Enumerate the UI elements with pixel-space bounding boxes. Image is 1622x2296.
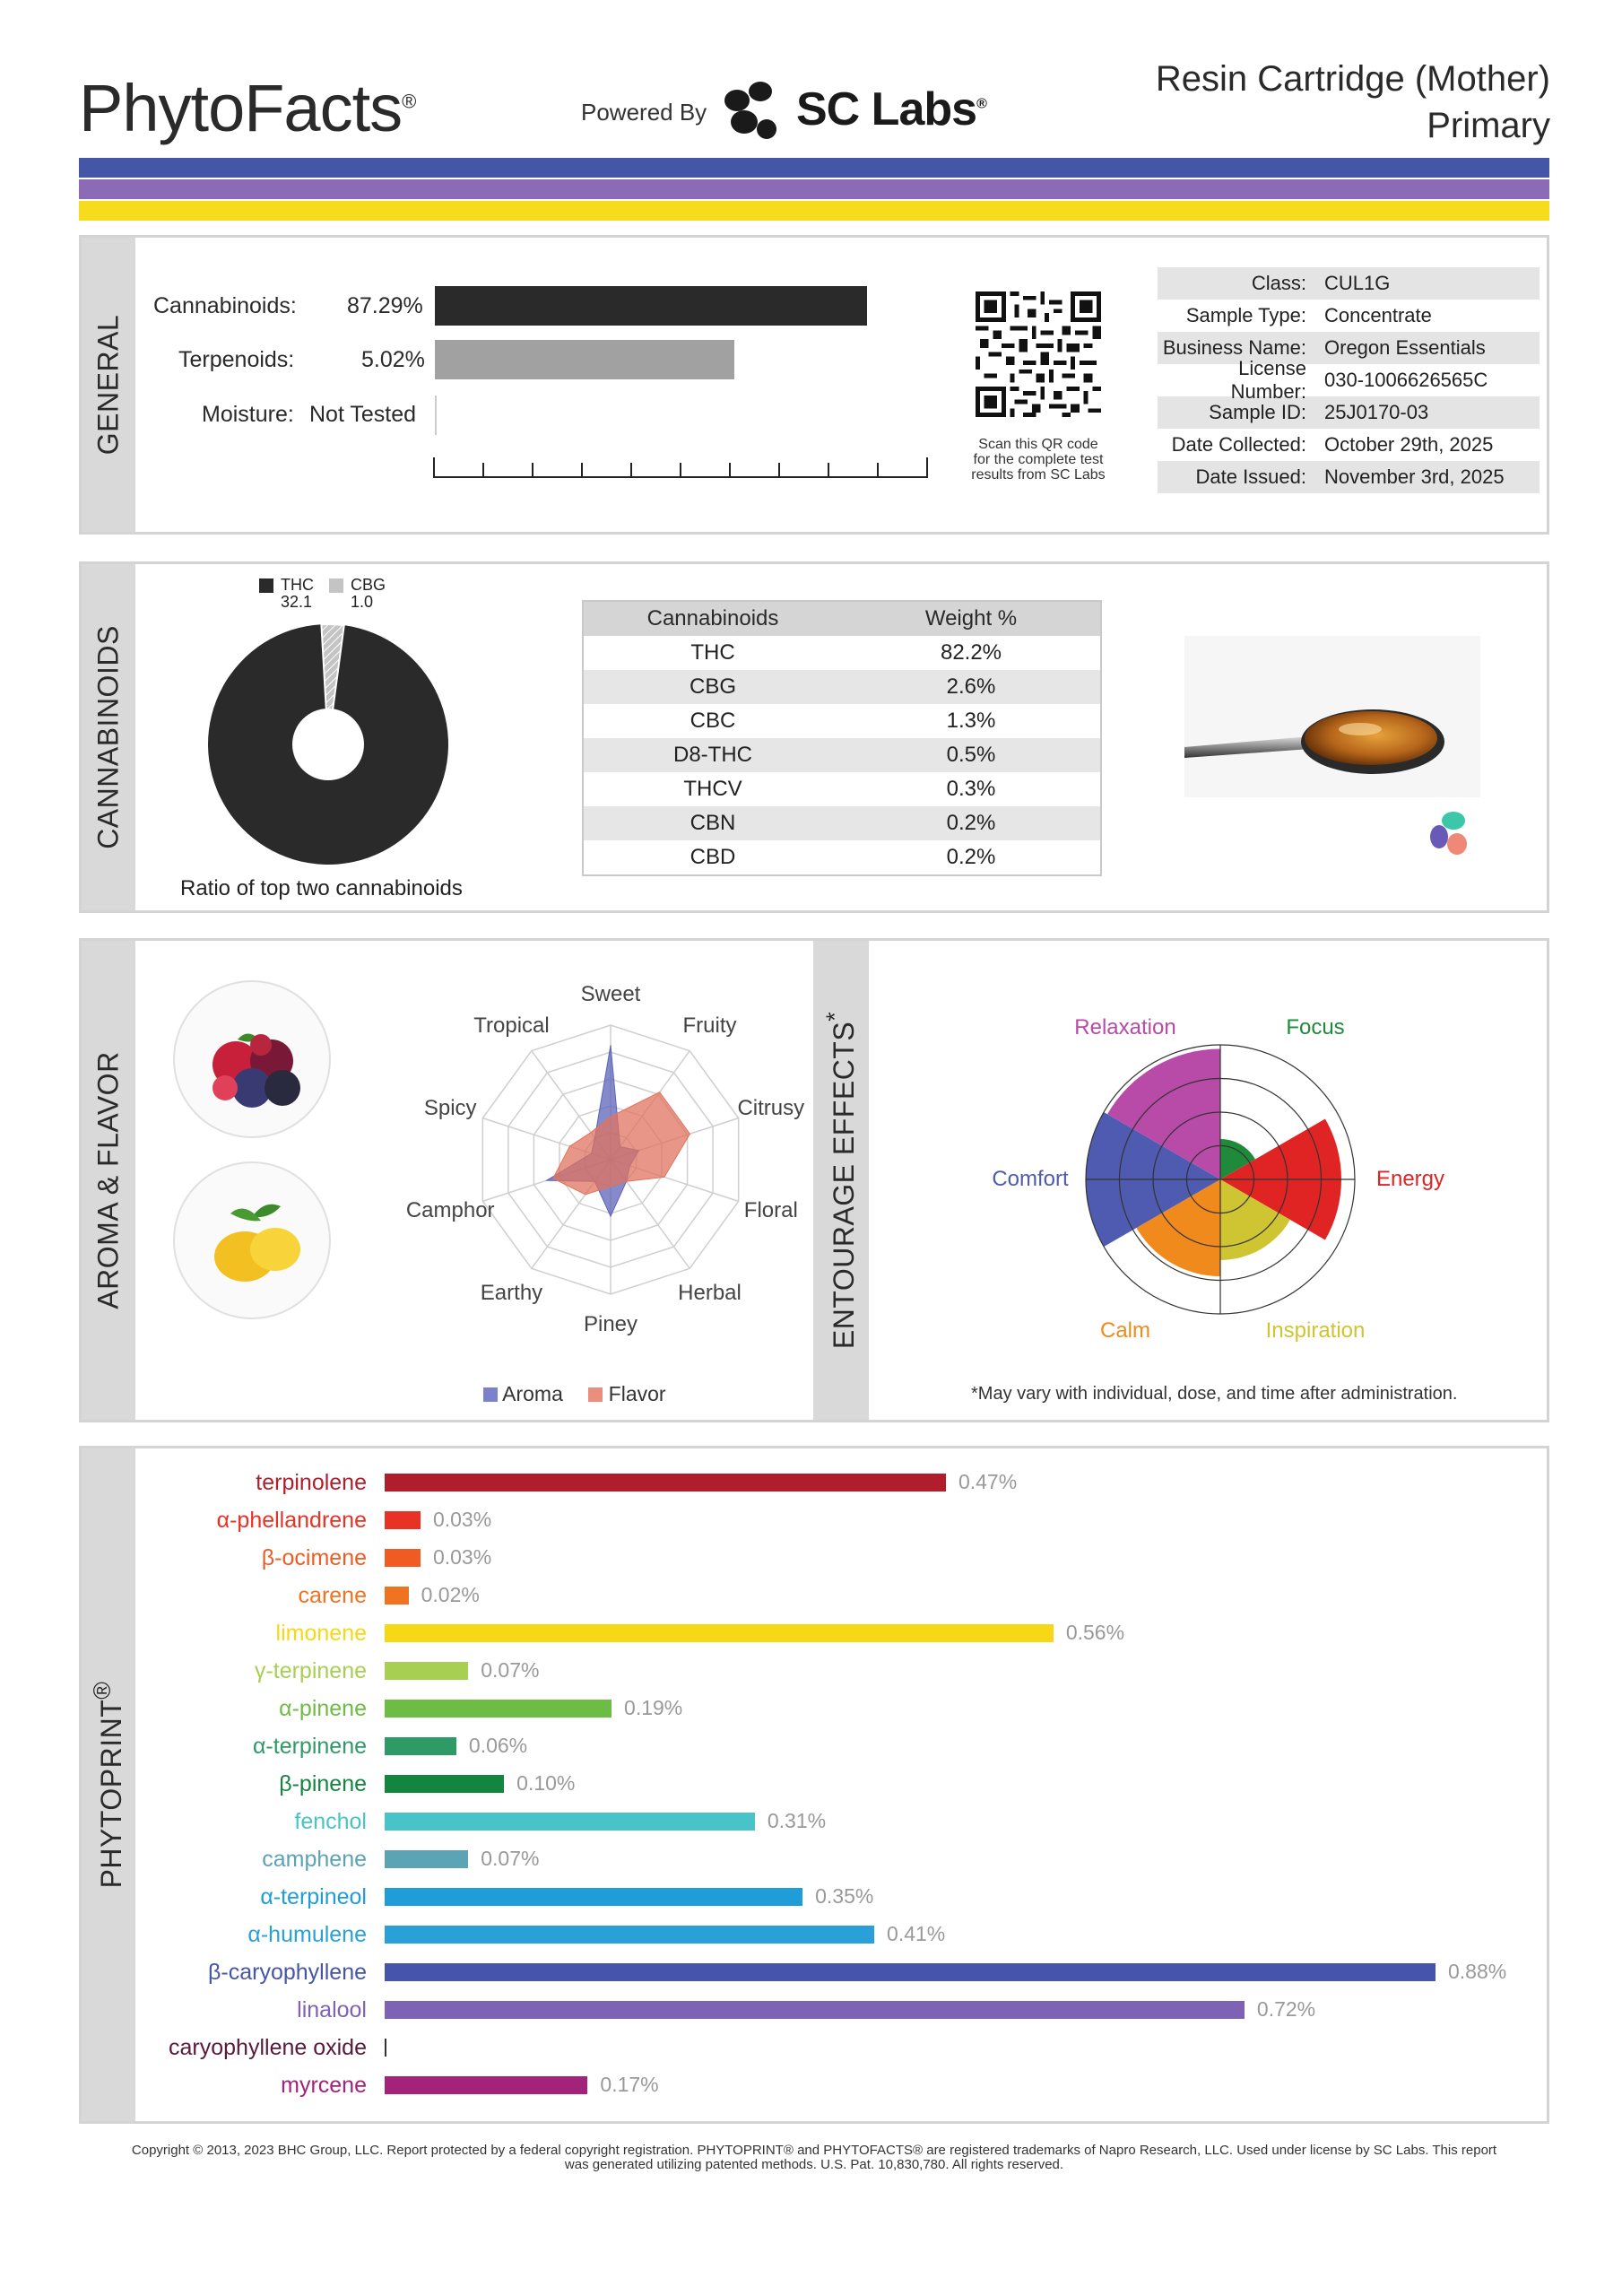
terpene-name: α-terpineol xyxy=(260,1884,367,1909)
moisture-value: Not Tested xyxy=(309,402,417,427)
info-value: November 3rd, 2025 xyxy=(1324,465,1505,488)
stripe-yellow xyxy=(79,201,1549,221)
cannabinoid-weight: 82.2% xyxy=(940,640,1002,665)
terpene-value: 0.31% xyxy=(767,1809,827,1832)
legend-swatch-thc xyxy=(259,578,273,593)
radar-label-tropical: Tropical xyxy=(473,1013,550,1039)
cannabinoid-name: CBG xyxy=(689,674,736,699)
info-key: Business Name: xyxy=(1162,336,1306,359)
cannabinoid-weight: 1.3% xyxy=(946,709,996,733)
terpene-bar-15 xyxy=(385,2039,386,2057)
info-key: Sample ID: xyxy=(1209,401,1306,423)
table-row xyxy=(584,704,1100,738)
cannabinoids-section-label: CANNABINOIDS xyxy=(91,625,125,849)
product-subtitle: Primary xyxy=(1427,106,1550,145)
terpene-bar-8 xyxy=(385,1775,504,1793)
sample-info-table xyxy=(1158,267,1540,493)
pie-hole xyxy=(292,709,364,780)
cannabinoid-name: CBC xyxy=(690,709,736,733)
terpene-value: 0.88% xyxy=(1448,1960,1507,1983)
table-header-cell: Weight % xyxy=(924,606,1018,631)
moisture-bar-marker xyxy=(435,396,437,435)
aroma-entourage-section xyxy=(79,938,1549,1422)
cannabinoids-label: Cannabinoids: xyxy=(153,293,297,318)
info-row xyxy=(1158,461,1540,493)
effect-label-focus: Focus xyxy=(1286,1015,1345,1040)
lemon-image xyxy=(173,1161,331,1319)
aroma-flavor-legend xyxy=(483,1382,666,1406)
radar-label-herbal: Herbal xyxy=(678,1280,742,1305)
terpene-name: β-pinene xyxy=(279,1771,367,1796)
sc-labs-logo-icon xyxy=(717,79,798,144)
table-row xyxy=(584,840,1100,874)
entourage-section-label: ENTOURAGE EFFECTS* xyxy=(821,1011,860,1350)
phytoprint-section-label: PHYTOPRINT® xyxy=(89,1681,127,1889)
terpene-bar-16 xyxy=(385,2076,587,2094)
cannabinoids-section xyxy=(79,561,1549,913)
info-value: 25J0170-03 xyxy=(1324,401,1429,423)
info-key: Date Issued: xyxy=(1195,465,1306,488)
terpene-bar-7 xyxy=(385,1737,456,1755)
stripe-purple xyxy=(79,179,1549,199)
aroma-section-label: AROMA & FLAVOR xyxy=(91,1051,125,1309)
terpene-value: 0.10% xyxy=(516,1771,576,1795)
aroma-swatch xyxy=(483,1387,498,1402)
effect-label-comfort: Comfort xyxy=(992,1167,1069,1191)
terpene-bar-4 xyxy=(385,1624,1054,1642)
info-key: Date Collected: xyxy=(1171,433,1306,456)
terpene-bar-9 xyxy=(385,1813,755,1831)
info-value: October 29th, 2025 xyxy=(1324,433,1494,456)
radar-label-sweet: Sweet xyxy=(580,982,641,1006)
terpene-name: terpinolene xyxy=(256,1470,367,1495)
legend-thc: THC 32.1 xyxy=(281,576,314,611)
terpene-value: 0.19% xyxy=(624,1696,683,1719)
terpene-bar-10 xyxy=(385,1850,468,1868)
resin-spoon-image xyxy=(1184,636,1480,797)
effect-label-inspiration: Inspiration xyxy=(1265,1318,1366,1343)
table-header-row xyxy=(584,602,1100,636)
sc-labs-dots-icon xyxy=(1427,808,1477,858)
info-value: Oregon Essentials xyxy=(1324,336,1486,359)
terpene-value: 0.72% xyxy=(1256,1997,1316,2021)
stripe-blue xyxy=(79,158,1549,178)
cannabinoid-weight: 0.2% xyxy=(946,811,996,835)
terpene-value: 0.03% xyxy=(432,1508,492,1531)
terpene-bar-5 xyxy=(385,1662,468,1680)
terpene-value: 0.35% xyxy=(815,1884,874,1908)
cannabinoid-name: CBD xyxy=(690,845,736,869)
qr-caption: Scan this QR code for the complete test results from SC Labs xyxy=(971,437,1106,483)
terpene-value: 0.47% xyxy=(958,1470,1018,1493)
aroma-sidebar xyxy=(82,941,135,1420)
terpenoids-bar xyxy=(435,340,734,379)
general-sidebar xyxy=(82,238,135,532)
info-row xyxy=(1158,429,1540,461)
effect-label-energy: Energy xyxy=(1375,1167,1445,1191)
terpene-value: 0.06% xyxy=(468,1734,528,1757)
terpene-bar-chart xyxy=(82,1448,1547,2121)
entourage-effects-chart xyxy=(1068,1027,1373,1332)
info-value: CUL1G xyxy=(1324,272,1391,294)
entourage-sidebar xyxy=(813,941,869,1420)
terpene-name: β-ocimene xyxy=(261,1545,367,1570)
terpene-name: β-caryophyllene xyxy=(208,1960,367,1985)
radar-label-piney: Piney xyxy=(583,1312,638,1336)
berries-image xyxy=(173,980,331,1138)
table-row xyxy=(584,636,1100,670)
info-key: Class: xyxy=(1251,272,1306,294)
table-row xyxy=(584,806,1100,840)
terpene-name: α-humulene xyxy=(247,1922,367,1947)
info-key: License Number: xyxy=(1230,357,1306,403)
terpene-bar-2 xyxy=(385,1549,421,1567)
terpene-name: fenchol xyxy=(294,1809,367,1834)
cannabinoid-name: D8-THC xyxy=(673,743,752,767)
effect-label-relaxation: Relaxation xyxy=(1074,1015,1176,1040)
terpene-bar-12 xyxy=(385,1926,874,1944)
cannabinoids-value: 87.29% xyxy=(347,293,423,318)
terpene-name: carene xyxy=(298,1583,367,1608)
cannabinoids-sidebar xyxy=(82,564,135,910)
radar-label-earthy: Earthy xyxy=(480,1280,543,1305)
terpene-value: 0.07% xyxy=(481,1658,540,1682)
pie-caption: Ratio of top two cannabinoids xyxy=(180,876,463,900)
cannabinoid-weight: 0.2% xyxy=(946,845,996,869)
terpenoids-value: 5.02% xyxy=(361,347,425,372)
radar-label-spicy: Spicy xyxy=(423,1096,477,1121)
terpene-bar-13 xyxy=(385,1963,1436,1981)
cannabinoid-name: THC xyxy=(690,640,735,665)
scale-ticks xyxy=(433,456,928,479)
terpene-bar-11 xyxy=(385,1888,802,1906)
flavor-swatch xyxy=(588,1387,603,1402)
info-row xyxy=(1158,396,1540,429)
cannabinoid-name: CBN xyxy=(690,811,736,835)
terpene-bar-0 xyxy=(385,1474,946,1492)
product-title xyxy=(1156,56,1550,149)
terpene-bar-14 xyxy=(385,2001,1245,2019)
legend-swatch-cbg xyxy=(329,578,343,593)
table-row xyxy=(584,670,1100,704)
cannabinoids-table xyxy=(582,600,1102,876)
radar-label-floral: Floral xyxy=(743,1197,798,1222)
info-row xyxy=(1158,300,1540,332)
radar-label-camphor: Camphor xyxy=(405,1197,495,1222)
terpene-name: caryophyllene oxide xyxy=(169,2035,367,2060)
moisture-label: Moisture: xyxy=(202,402,294,427)
cannabinoids-bar xyxy=(435,286,867,326)
terpene-value: 0.56% xyxy=(1065,1621,1125,1644)
terpene-bar-3 xyxy=(385,1587,409,1605)
powered-by-label: Powered By xyxy=(581,99,707,126)
terpene-value: 0.02% xyxy=(421,1583,480,1606)
terpene-name: α-phellandrene xyxy=(216,1508,367,1533)
radar-label-citrusy: Citrusy xyxy=(737,1096,805,1121)
effect-label-calm: Calm xyxy=(1099,1318,1151,1343)
legend-cbg: CBG 1.0 xyxy=(351,576,386,611)
product-name: Resin Cartridge (Mother) xyxy=(1155,59,1550,99)
terpene-bar-1 xyxy=(385,1511,421,1529)
terpenoids-label: Terpenoids: xyxy=(178,347,295,372)
cannabinoid-weight: 0.5% xyxy=(946,743,996,767)
terpene-name: linalool xyxy=(297,1997,367,2022)
cannabinoid-weight: 0.3% xyxy=(946,777,996,801)
info-value: 030-1006626565C xyxy=(1324,369,1488,391)
table-row xyxy=(584,738,1100,772)
cannabinoid-ratio-pie xyxy=(207,623,449,865)
terpene-name: camphene xyxy=(262,1847,367,1872)
copyright-footer: Copyright © 2013, 2023 BHC Group, LLC. Report protected by a federal copyright registration. PHYTOPRINT® and PHYTOFACTS® are registered trademarks of Napro Research, LLC. Used under license by SC Labs. This report was generated utilizing patented methods. U.S. Pat. 10,830,780. All rights reserved. xyxy=(131,2143,1497,2172)
info-key: Sample Type: xyxy=(1185,304,1306,326)
aroma-flavor-radar-chart xyxy=(440,989,781,1330)
phytofacts-logo: PhytoFacts® xyxy=(79,71,416,145)
general-section xyxy=(79,235,1549,535)
terpene-name: limonene xyxy=(275,1621,367,1646)
terpene-name: α-pinene xyxy=(279,1696,367,1721)
info-value: Concentrate xyxy=(1324,304,1432,326)
terpene-value: 0.07% xyxy=(481,1847,540,1870)
terpene-bar-6 xyxy=(385,1700,612,1718)
sc-labs-logo-text: SC Labs® xyxy=(796,83,986,135)
table-header-cell: Cannabinoids xyxy=(646,606,779,631)
qr-code[interactable] xyxy=(976,291,1101,417)
cannabinoid-weight: 2.6% xyxy=(946,674,996,699)
entourage-footnote: *May vary with individual, dose, and time after administration. xyxy=(971,1384,1458,1404)
legend-flavor: Flavor xyxy=(608,1382,666,1405)
phytoprint-section xyxy=(79,1446,1549,2124)
general-section-label: GENERAL xyxy=(91,314,125,456)
info-row xyxy=(1158,357,1540,403)
terpene-name: myrcene xyxy=(281,2073,367,2098)
legend-aroma: Aroma xyxy=(502,1382,563,1405)
info-row xyxy=(1158,267,1540,300)
cannabinoid-name: THCV xyxy=(683,777,742,801)
terpene-name: γ-terpinene xyxy=(254,1658,367,1683)
radar-label-fruity: Fruity xyxy=(682,1013,737,1039)
terpene-value: 0.17% xyxy=(600,2073,659,2096)
terpene-value: 0.41% xyxy=(887,1922,946,1945)
terpene-name: α-terpinene xyxy=(252,1734,367,1759)
table-row xyxy=(584,772,1100,806)
terpene-value: 0.03% xyxy=(432,1545,492,1569)
